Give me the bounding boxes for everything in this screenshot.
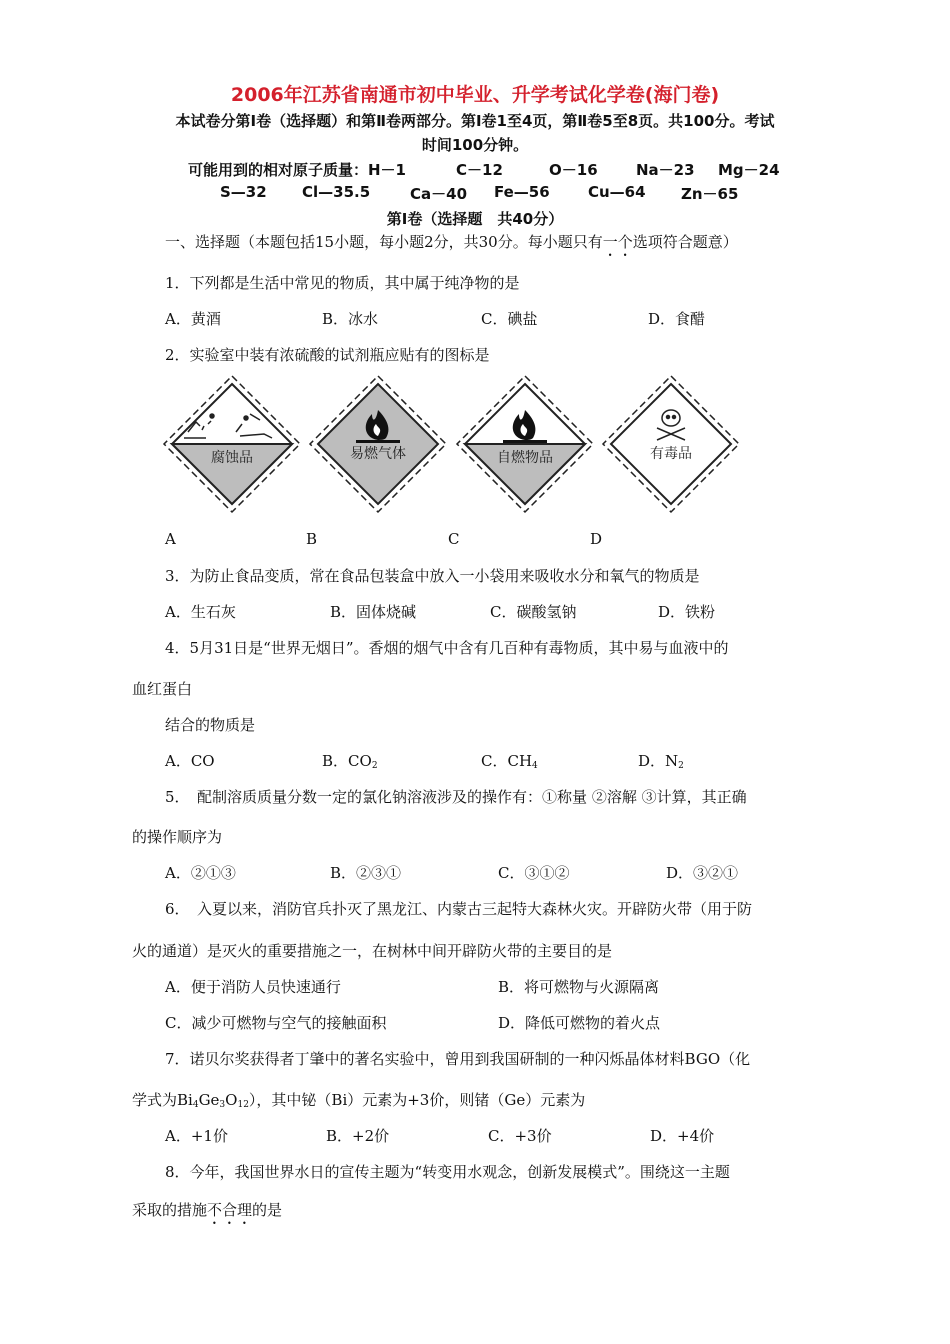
atomic-mass-c: C－12	[456, 161, 503, 179]
question-6-stem-1: 6． 入夏以来，消防官兵扑灭了黑龙江、内蒙古三起特大森林火灾。开辟防火带（用于防	[165, 900, 753, 918]
sign-label-spontaneous-combustion: 自燃物品	[497, 450, 553, 466]
q2-option-b[interactable]: B	[306, 530, 318, 548]
intro-line-1: 本试卷分第Ⅰ卷（选择题）和第Ⅱ卷两部分。第Ⅰ卷1至4页，第Ⅱ卷5至8页。共100分。考试	[175, 112, 775, 130]
question-7-stem-1: 7．诺贝尔奖获得者丁肇中的著名实验中，曾用到我国研制的一种闪烁晶体材料BGO（化	[165, 1050, 751, 1068]
q5-option-b[interactable]: B．②③①	[330, 864, 402, 882]
hazard-signs	[160, 372, 820, 522]
flammable-gas-sign[interactable]	[310, 376, 446, 512]
atomic-mass-o: O－16	[549, 161, 598, 179]
question-1-stem: 1．下列都是生活中常见的物质，其中属于纯净物的是	[165, 274, 520, 292]
q3-option-d[interactable]: D．铁粉	[658, 603, 716, 621]
q5-option-c[interactable]: C．③①②	[498, 864, 570, 882]
q2-option-a[interactable]: A	[165, 530, 176, 548]
q4-option-b[interactable]: B．$CO_2$	[322, 752, 378, 771]
q5-option-d[interactable]: D．③②①	[666, 864, 739, 882]
atomic-mass-cl: Cl—35.5	[302, 183, 371, 201]
atomic-mass-cu: Cu—64	[588, 183, 646, 201]
q6-option-d[interactable]: D．降低可燃物的着火点	[498, 1014, 661, 1032]
q1-option-b[interactable]: B．冰水	[322, 310, 379, 328]
question-5-stem-2: 的操作顺序为	[132, 828, 223, 846]
q3-option-c[interactable]: C．碳酸氢钠	[490, 603, 577, 621]
section-intro: 一、选择题（本题包括15小题，每小题2分，共30分。每小题只有一个选项符合题意）	[165, 233, 738, 251]
sign-label-flammable-gas: 易燃气体	[350, 446, 406, 462]
question-4-stem-1: 4．5月31日是“世界无烟日”。香烟的烟气中含有几百种有毒物质，其中易与血液中的	[165, 639, 729, 657]
spontaneous-combustion-sign[interactable]	[457, 376, 593, 512]
question-4-stem-3: 结合的物质是	[165, 716, 256, 734]
atomic-mass-na: Na－23	[636, 161, 695, 179]
sign-label-toxic: 有毒品	[650, 446, 692, 462]
emphasis-one: 一个	[602, 233, 633, 251]
q1-option-d[interactable]: D．食醋	[648, 310, 706, 328]
question-5-stem-1: 5． 配制溶质质量分数一定的氯化钠溶液涉及的操作有：①称量 ②溶解 ③计算，其正确	[165, 788, 747, 806]
q7-option-c[interactable]: C．+3价	[488, 1127, 552, 1145]
q3-option-a[interactable]: A．生石灰	[165, 603, 236, 621]
question-7-stem-2: 学式为$Bi_4Ge_3O_{12}$），其中铋（Bi）元素为+3价，则锗（Ge）元素为	[132, 1091, 586, 1110]
q7-option-b[interactable]: B．+2价	[326, 1127, 390, 1145]
toxic-sign[interactable]	[603, 376, 739, 512]
atomic-mass-fe: Fe—56	[494, 183, 550, 201]
q2-option-d[interactable]: D	[590, 530, 603, 548]
question-8-stem-2: 采取的措施不合理的是	[132, 1201, 283, 1219]
q1-option-a[interactable]: A．黄酒	[165, 310, 221, 328]
question-8-stem-1: 8．今年，我国世界水日的宣传主题为“转变用水观念，创新发展模式”。围绕这一主题	[165, 1163, 730, 1181]
question-4-stem-2: 血红蛋白	[132, 680, 193, 698]
q3-option-b[interactable]: B．固体烧碱	[330, 603, 417, 621]
question-3-stem: 3．为防止食品变质，常在食品包装盒中放入一小袋用来吸收水分和氧气的物质是	[165, 567, 700, 585]
part1-title: 第Ⅰ卷（选择题 共40分）	[386, 210, 564, 228]
q4-option-c[interactable]: C．$CH_4$	[481, 752, 538, 771]
atomic-mass-zn: Zn－65	[681, 185, 739, 203]
q4-option-a[interactable]: A．CO	[165, 752, 215, 770]
q1-option-c[interactable]: C．碘盐	[481, 310, 538, 328]
q6-option-a[interactable]: A．便于消防人员快速通行	[165, 978, 341, 996]
atomic-mass-s: S—32	[220, 183, 267, 201]
emphasis-unreasonable: 不合理	[207, 1201, 253, 1219]
corrosive-sign[interactable]	[164, 376, 300, 512]
atomic-mass-mg: Mg－24	[718, 161, 780, 179]
atomic-mass-ca: Ca－40	[410, 185, 468, 203]
q6-option-c[interactable]: C．减少可燃物与空气的接触面积	[165, 1014, 387, 1032]
q7-option-a[interactable]: A．+1价	[165, 1127, 228, 1145]
intro-line-2: 时间100分钟。	[421, 136, 529, 154]
q7-option-d[interactable]: D．+4价	[650, 1127, 715, 1145]
question-2-stem: 2．实验室中装有浓硫酸的试剂瓶应贴有的图标是	[165, 346, 490, 364]
sign-label-corrosive: 腐蚀品	[211, 450, 253, 466]
question-6-stem-2: 火的通道）是灭火的重要措施之一，在树林中间开辟防火带的主要目的是	[132, 942, 613, 960]
atomic-mass-label: 可能用到的相对原子质量：H－1	[188, 161, 406, 179]
page-title: 2006年江苏省南通市初中毕业、升学考试化学卷(海门卷)	[230, 84, 720, 106]
q5-option-a[interactable]: A．②①③	[165, 864, 236, 882]
q6-option-b[interactable]: B．将可燃物与火源隔离	[498, 978, 660, 996]
q4-option-d[interactable]: D．$N_2$	[638, 752, 684, 771]
q2-option-c[interactable]: C	[448, 530, 460, 548]
